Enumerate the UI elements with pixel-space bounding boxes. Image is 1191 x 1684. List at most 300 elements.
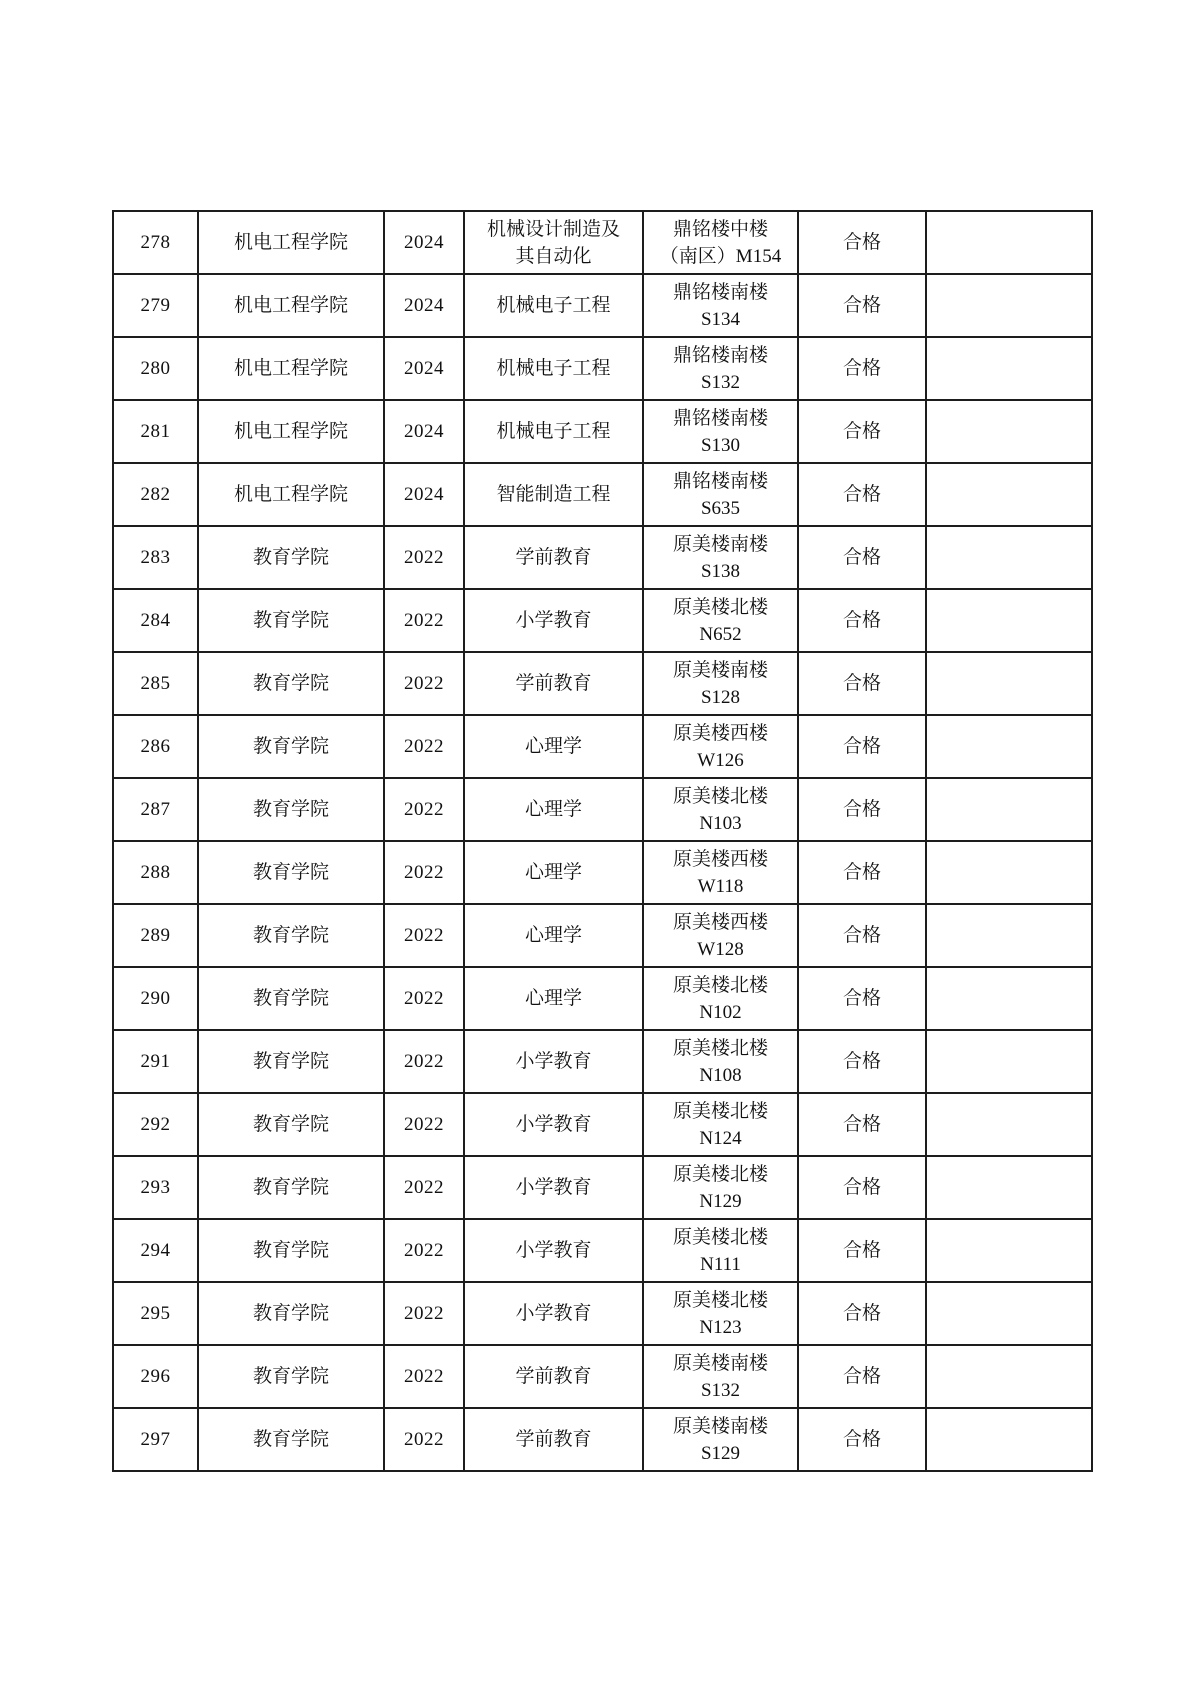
result-cell [798, 589, 926, 652]
table-row [113, 1156, 1092, 1219]
cell-text-line: 290 [140, 988, 171, 1009]
cell-text-line: 鼎铭楼中楼 [672, 218, 768, 240]
cell-text-line: 合格 [842, 1429, 881, 1450]
cell-text-line: 原美楼北楼 [672, 1100, 768, 1122]
year-cell [384, 1282, 464, 1345]
cell-text-line: 295 [140, 1303, 171, 1324]
remark-cell [926, 400, 1092, 463]
cell-text-line: 279 [140, 295, 171, 316]
cell-text-line: 合格 [842, 358, 881, 379]
row-index-cell [113, 1345, 198, 1408]
college-cell [198, 526, 384, 589]
cell-text-line: N124 [699, 1127, 742, 1149]
major-cell [464, 1408, 643, 1471]
row-index-cell [113, 211, 198, 274]
location-cell [643, 1030, 798, 1093]
cell-text-line: 原美楼北楼 [672, 1226, 768, 1248]
year-cell [384, 904, 464, 967]
major-cell [464, 1282, 643, 1345]
cell-text-line: S128 [700, 686, 741, 708]
result-cell [798, 1282, 926, 1345]
cell-text-line: 原美楼北楼 [672, 974, 768, 996]
location-cell [643, 463, 798, 526]
year-cell [384, 400, 464, 463]
major-cell [464, 337, 643, 400]
table-container [112, 210, 1093, 1472]
cell-text-line: 287 [140, 799, 171, 820]
location-cell [643, 1093, 798, 1156]
remark-cell [926, 1345, 1092, 1408]
college-cell [198, 589, 384, 652]
result-cell [798, 1345, 926, 1408]
row-index-cell [113, 274, 198, 337]
cell-text-line: 教育学院 [252, 862, 329, 883]
remark-cell [926, 1408, 1092, 1471]
remark-cell [926, 274, 1092, 337]
result-cell [798, 211, 926, 274]
cell-text-line: 2022 [404, 925, 444, 946]
college-cell [198, 211, 384, 274]
cell-text-line: 合格 [842, 1240, 881, 1261]
year-cell [384, 652, 464, 715]
cell-text-line: 小学教育 [515, 1240, 592, 1261]
college-cell [198, 1282, 384, 1345]
location-cell [643, 400, 798, 463]
cell-text-line: 278 [140, 232, 171, 253]
cell-text-line: 机械电子工程 [496, 358, 611, 379]
table-row [113, 526, 1092, 589]
location-cell [643, 1345, 798, 1408]
row-index-cell [113, 715, 198, 778]
year-cell [384, 1156, 464, 1219]
cell-text-line: 2022 [404, 862, 444, 883]
cell-text-line: S132 [700, 1379, 741, 1401]
major-cell [464, 715, 643, 778]
location-cell [643, 1156, 798, 1219]
cell-text-line: 鼎铭楼南楼 [672, 407, 768, 429]
cell-text-line: 机电工程学院 [233, 358, 348, 379]
cell-text-line: 小学教育 [515, 1051, 592, 1072]
cell-text-line: 2022 [404, 673, 444, 694]
cell-text-line: N652 [699, 623, 742, 645]
cell-text-line: 原美楼北楼 [672, 596, 768, 618]
major-cell [464, 778, 643, 841]
cell-text-line: 教育学院 [252, 1366, 329, 1387]
cell-text-line: 原美楼西楼 [672, 911, 768, 933]
year-cell [384, 1219, 464, 1282]
cell-text-line: 合格 [842, 547, 881, 568]
cell-text-line: 学前教育 [515, 1429, 592, 1450]
cell-text-line: 284 [140, 610, 171, 631]
cell-text-line: 合格 [842, 1114, 881, 1135]
result-cell [798, 1093, 926, 1156]
cell-text-line: 2022 [404, 988, 444, 1009]
cell-text-line: S132 [700, 371, 741, 393]
table-row [113, 967, 1092, 1030]
cell-text-line: 2024 [404, 421, 444, 442]
cell-text-line: 原美楼北楼 [672, 1289, 768, 1311]
cell-text-line: 288 [140, 862, 171, 883]
table-row [113, 904, 1092, 967]
year-cell [384, 1030, 464, 1093]
cell-text-line: 原美楼南楼 [672, 659, 768, 681]
cell-text-line: W118 [697, 875, 744, 897]
year-cell [384, 967, 464, 1030]
row-index-cell [113, 778, 198, 841]
cell-text-line: 291 [140, 1051, 171, 1072]
cell-text-line: 其自动化 [515, 245, 592, 267]
location-cell [643, 211, 798, 274]
cell-text-line: 合格 [842, 988, 881, 1009]
cell-text-line: 2022 [404, 1366, 444, 1387]
cell-text-line: 机电工程学院 [233, 295, 348, 316]
college-cell [198, 1093, 384, 1156]
cell-text-line: 286 [140, 736, 171, 757]
cell-text-line: 教育学院 [252, 988, 329, 1009]
cell-text-line: N103 [699, 812, 742, 834]
cell-text-line: N111 [700, 1253, 741, 1275]
table-row [113, 1345, 1092, 1408]
college-cell [198, 1219, 384, 1282]
location-cell [643, 1408, 798, 1471]
major-cell [464, 1093, 643, 1156]
table-row [113, 778, 1092, 841]
cell-text-line: 合格 [842, 295, 881, 316]
cell-text-line: 2022 [404, 1114, 444, 1135]
remark-cell [926, 778, 1092, 841]
cell-text-line: S138 [700, 560, 741, 582]
college-cell [198, 463, 384, 526]
cell-text-line: 289 [140, 925, 171, 946]
table-row [113, 715, 1092, 778]
college-cell [198, 967, 384, 1030]
major-cell [464, 274, 643, 337]
result-cell [798, 967, 926, 1030]
result-cell [798, 1219, 926, 1282]
cell-text-line: 学前教育 [515, 1366, 592, 1387]
cell-text-line: 教育学院 [252, 925, 329, 946]
table-row [113, 1408, 1092, 1471]
row-index-cell [113, 1093, 198, 1156]
cell-text-line: 281 [140, 421, 171, 442]
college-cell [198, 715, 384, 778]
cell-text-line: 2022 [404, 610, 444, 631]
location-cell [643, 589, 798, 652]
cell-text-line: 合格 [842, 862, 881, 883]
cell-text-line: 2022 [404, 736, 444, 757]
cell-text-line: 294 [140, 1240, 171, 1261]
cell-text-line: 小学教育 [515, 1177, 592, 1198]
cell-text-line: W128 [697, 938, 744, 960]
college-cell [198, 1030, 384, 1093]
location-cell [643, 778, 798, 841]
cell-text-line: 教育学院 [252, 1303, 329, 1324]
table-row [113, 1030, 1092, 1093]
major-cell [464, 1156, 643, 1219]
cell-text-line: 小学教育 [515, 610, 592, 631]
year-cell [384, 1408, 464, 1471]
cell-text-line: 教育学院 [252, 1240, 329, 1261]
remark-cell [926, 337, 1092, 400]
cell-text-line: 教育学院 [252, 799, 329, 820]
table-row [113, 1093, 1092, 1156]
cell-text-line: 鼎铭楼南楼 [672, 470, 768, 492]
row-index-cell [113, 337, 198, 400]
year-cell [384, 274, 464, 337]
remark-cell [926, 1030, 1092, 1093]
cell-text-line: 原美楼北楼 [672, 1163, 768, 1185]
cell-text-line: 原美楼南楼 [672, 1352, 768, 1374]
cell-text-line: 2022 [404, 799, 444, 820]
cell-text-line: 机械设计制造及 [486, 218, 620, 240]
college-cell [198, 274, 384, 337]
cell-text-line: 合格 [842, 232, 881, 253]
remark-cell [926, 1093, 1092, 1156]
major-cell [464, 1345, 643, 1408]
row-index-cell [113, 904, 198, 967]
cell-text-line: 280 [140, 358, 171, 379]
college-cell [198, 1408, 384, 1471]
cell-text-line: 心理学 [524, 799, 582, 820]
result-cell [798, 778, 926, 841]
remark-cell [926, 211, 1092, 274]
cell-text-line: （南区）M154 [659, 245, 782, 267]
result-cell [798, 337, 926, 400]
remark-cell [926, 526, 1092, 589]
location-cell [643, 715, 798, 778]
cell-text-line: 2022 [404, 1429, 444, 1450]
table-row [113, 841, 1092, 904]
row-index-cell [113, 463, 198, 526]
remark-cell [926, 463, 1092, 526]
table-row [113, 337, 1092, 400]
result-cell [798, 274, 926, 337]
cell-text-line: 原美楼西楼 [672, 848, 768, 870]
remark-cell [926, 1219, 1092, 1282]
row-index-cell [113, 1219, 198, 1282]
cell-text-line: N108 [699, 1064, 742, 1086]
cell-text-line: 教育学院 [252, 1429, 329, 1450]
remark-cell [926, 1156, 1092, 1219]
cell-text-line: 2024 [404, 232, 444, 253]
college-cell [198, 400, 384, 463]
cell-text-line: 原美楼西楼 [672, 722, 768, 744]
cell-text-line: 合格 [842, 925, 881, 946]
cell-text-line: S130 [700, 434, 741, 456]
college-cell [198, 652, 384, 715]
major-cell [464, 841, 643, 904]
major-cell [464, 904, 643, 967]
location-cell [643, 274, 798, 337]
cell-text-line: 机电工程学院 [233, 484, 348, 505]
row-index-cell [113, 1282, 198, 1345]
row-index-cell [113, 652, 198, 715]
cell-text-line: 心理学 [524, 862, 582, 883]
row-index-cell [113, 589, 198, 652]
row-index-cell [113, 400, 198, 463]
cell-text-line: 小学教育 [515, 1303, 592, 1324]
major-cell [464, 1030, 643, 1093]
college-cell [198, 337, 384, 400]
college-cell [198, 1345, 384, 1408]
result-cell [798, 1408, 926, 1471]
table-row [113, 652, 1092, 715]
cell-text-line: 原美楼北楼 [672, 785, 768, 807]
cell-text-line: 合格 [842, 736, 881, 757]
row-index-cell [113, 1156, 198, 1219]
cell-text-line: N123 [699, 1316, 742, 1338]
cell-text-line: 合格 [842, 1366, 881, 1387]
location-cell [643, 967, 798, 1030]
remark-cell [926, 841, 1092, 904]
cell-text-line: 282 [140, 484, 171, 505]
major-cell [464, 400, 643, 463]
table-row [113, 463, 1092, 526]
result-cell [798, 715, 926, 778]
major-cell [464, 967, 643, 1030]
cell-text-line: 教育学院 [252, 610, 329, 631]
major-cell [464, 652, 643, 715]
cell-text-line: 小学教育 [515, 1114, 592, 1135]
row-index-cell [113, 967, 198, 1030]
row-index-cell [113, 526, 198, 589]
remark-cell [926, 715, 1092, 778]
location-cell [643, 526, 798, 589]
cell-text-line: S129 [700, 1442, 741, 1464]
cell-text-line: 教育学院 [252, 736, 329, 757]
major-cell [464, 1219, 643, 1282]
result-cell [798, 841, 926, 904]
cell-text-line: 教育学院 [252, 673, 329, 694]
major-cell [464, 463, 643, 526]
cell-text-line: 心理学 [524, 736, 582, 757]
college-cell [198, 841, 384, 904]
row-index-cell [113, 1030, 198, 1093]
cell-text-line: 教育学院 [252, 1114, 329, 1135]
cell-text-line: 合格 [842, 484, 881, 505]
cell-text-line: 293 [140, 1177, 171, 1198]
cell-text-line: 2022 [404, 1240, 444, 1261]
cell-text-line: 教育学院 [252, 547, 329, 568]
cell-text-line: 2022 [404, 1177, 444, 1198]
row-index-cell [113, 1408, 198, 1471]
year-cell [384, 778, 464, 841]
cell-text-line: N129 [699, 1190, 742, 1212]
result-cell [798, 904, 926, 967]
table-row [113, 274, 1092, 337]
remark-cell [926, 1282, 1092, 1345]
year-cell [384, 211, 464, 274]
cell-text-line: W126 [697, 749, 744, 771]
classroom-check-table [112, 210, 1093, 1472]
remark-cell [926, 967, 1092, 1030]
table-row [113, 211, 1092, 274]
college-cell [198, 904, 384, 967]
major-cell [464, 526, 643, 589]
result-cell [798, 1030, 926, 1093]
row-index-cell [113, 841, 198, 904]
remark-cell [926, 652, 1092, 715]
result-cell [798, 463, 926, 526]
cell-text-line: 学前教育 [515, 547, 592, 568]
cell-text-line: 心理学 [524, 988, 582, 1009]
college-cell [198, 778, 384, 841]
location-cell [643, 841, 798, 904]
cell-text-line: 合格 [842, 610, 881, 631]
cell-text-line: 教育学院 [252, 1177, 329, 1198]
year-cell [384, 841, 464, 904]
year-cell [384, 337, 464, 400]
cell-text-line: 学前教育 [515, 673, 592, 694]
cell-text-line: 合格 [842, 421, 881, 442]
remark-cell [926, 904, 1092, 967]
cell-text-line: 285 [140, 673, 171, 694]
cell-text-line: 2022 [404, 1303, 444, 1324]
cell-text-line: 合格 [842, 1303, 881, 1324]
cell-text-line: 智能制造工程 [496, 484, 611, 505]
cell-text-line: 鼎铭楼南楼 [672, 344, 768, 366]
table-row [113, 400, 1092, 463]
cell-text-line: 297 [140, 1429, 171, 1450]
major-cell [464, 589, 643, 652]
result-cell [798, 400, 926, 463]
year-cell [384, 1093, 464, 1156]
cell-text-line: N102 [699, 1001, 742, 1023]
location-cell [643, 337, 798, 400]
location-cell [643, 1282, 798, 1345]
cell-text-line: 2024 [404, 484, 444, 505]
result-cell [798, 526, 926, 589]
cell-text-line: 教育学院 [252, 1051, 329, 1072]
year-cell [384, 589, 464, 652]
cell-text-line: S134 [700, 308, 741, 330]
major-cell [464, 211, 643, 274]
cell-text-line: 2022 [404, 547, 444, 568]
table-row [113, 1219, 1092, 1282]
result-cell [798, 652, 926, 715]
cell-text-line: 合格 [842, 673, 881, 694]
year-cell [384, 715, 464, 778]
cell-text-line: 2024 [404, 358, 444, 379]
cell-text-line: 原美楼北楼 [672, 1037, 768, 1059]
cell-text-line: 机电工程学院 [233, 421, 348, 442]
year-cell [384, 1345, 464, 1408]
cell-text-line: 296 [140, 1366, 171, 1387]
result-cell [798, 1156, 926, 1219]
location-cell [643, 1219, 798, 1282]
year-cell [384, 463, 464, 526]
location-cell [643, 904, 798, 967]
cell-text-line: 283 [140, 547, 171, 568]
location-cell [643, 652, 798, 715]
cell-text-line: 机械电子工程 [496, 295, 611, 316]
cell-text-line: S635 [700, 497, 741, 519]
cell-text-line: 292 [140, 1114, 171, 1135]
cell-text-line: 2024 [404, 295, 444, 316]
cell-text-line: 合格 [842, 799, 881, 820]
cell-text-line: 机械电子工程 [496, 421, 611, 442]
year-cell [384, 526, 464, 589]
remark-cell [926, 589, 1092, 652]
table-row [113, 589, 1092, 652]
cell-text-line: 合格 [842, 1177, 881, 1198]
cell-text-line: 原美楼南楼 [672, 533, 768, 555]
college-cell [198, 1156, 384, 1219]
table-row [113, 1282, 1092, 1345]
cell-text-line: 心理学 [524, 925, 582, 946]
cell-text-line: 鼎铭楼南楼 [672, 281, 768, 303]
cell-text-line: 机电工程学院 [233, 232, 348, 253]
